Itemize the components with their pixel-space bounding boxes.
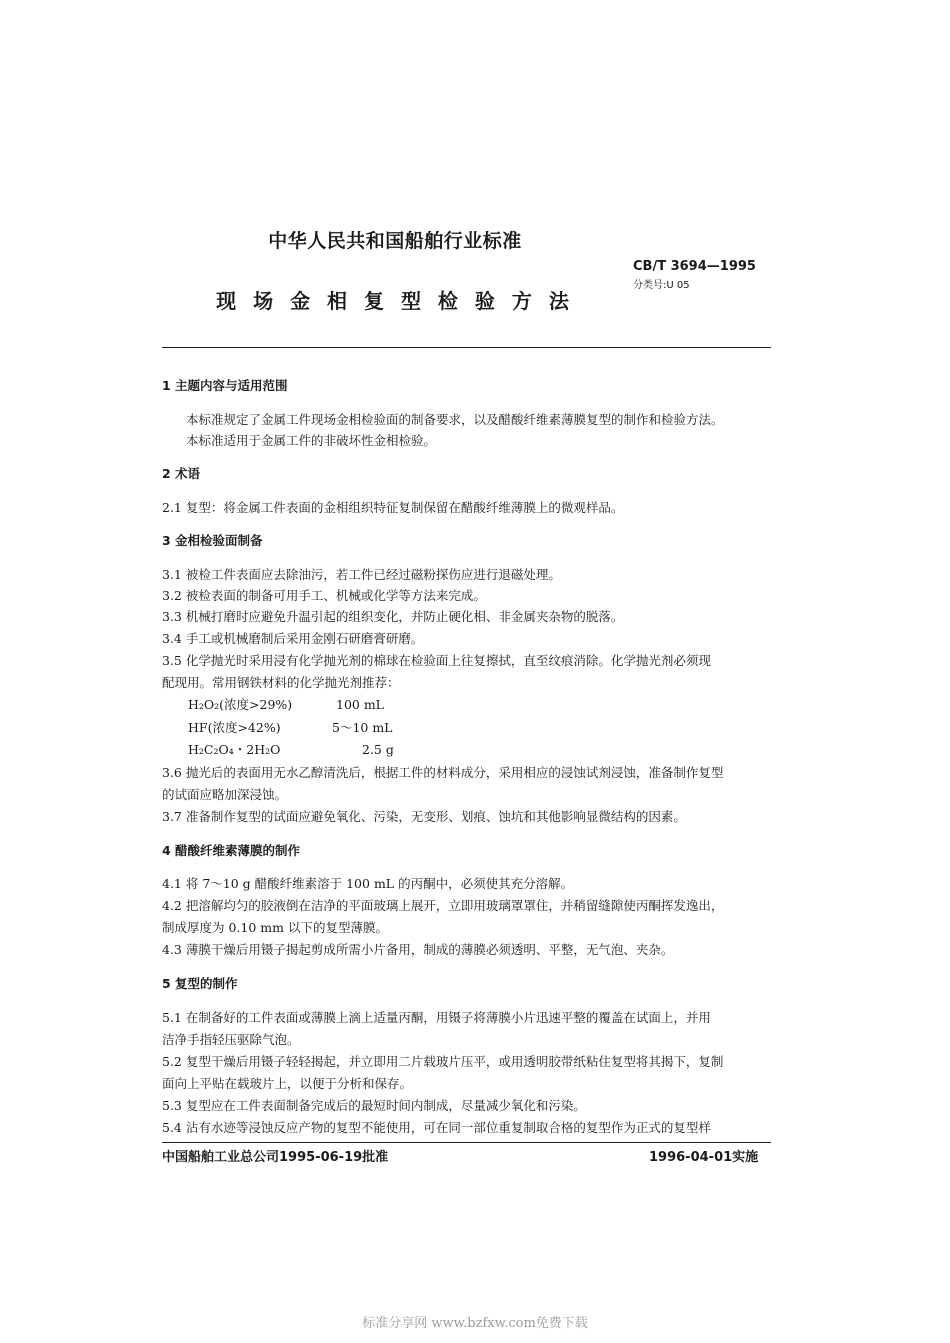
formula-value: 5～10 mL (332, 720, 393, 735)
approval-date: 中国船舶工业总公司1995-06-19批准 (162, 1150, 389, 1165)
clause-3-4: 3.4 手工或机械磨制后采用金刚石研磨膏研磨。 (162, 631, 424, 646)
clause-3-6: 3.6 抛光后的表面用无水乙醇清洗后，根据工件的材料成分，采用相应的浸蚀试剂浸蚀，准备制作复型 (162, 765, 724, 780)
clause-4-3: 4.3 薄膜干燥后用镊子揭起剪成所需小片备用，制成的薄膜必须透明、平整，无气泡、夹杂。 (162, 942, 674, 957)
clause-3-2: 3.2 被检表面的制备可用手工、机械或化学等方法来完成。 (162, 588, 486, 603)
clause-5-3: 5.3 复型应在工件表面制备完成后的最短时间内制成，尽量减少氧化和污染。 (162, 1098, 586, 1113)
section-heading-3: 3 金相检验面制备 (162, 533, 263, 548)
section-heading-5: 5 复型的制作 (162, 976, 238, 991)
clause-3-3: 3.3 机械打磨时应避免升温引起的组织变化，并防止硬化相、非金属夹杂物的脱落。 (162, 609, 624, 624)
clause-5-1: 5.1 在制备好的工件表面或薄膜上滴上适量丙酮，用镊子将薄膜小片迅速平整的覆盖在试面上，并用 (162, 1010, 711, 1025)
formula-value: 2.5 g (362, 742, 394, 757)
clause-5-2: 5.2 复型干燥后用镊子轻轻揭起，并立即用二片载玻片压平，或用透明胶带纸粘住复型将其揭下，复制 (162, 1054, 724, 1069)
standard-code: CB/T 3694—1995 (633, 259, 756, 274)
formula-value: 100 mL (336, 697, 384, 712)
org-title: 中华人民共和国船舶行业标准 (268, 230, 522, 252)
document-title: 现 场 金 相 复 型 检 验 方 法 (216, 289, 574, 313)
clause-5-1-cont: 洁净手指轻压驱除气泡。 (162, 1032, 300, 1047)
section-heading-2: 2 术语 (162, 466, 201, 481)
clause-4-2: 4.2 把溶解均匀的胶液倒在洁净的平面玻璃上展开，立即用玻璃罩罩住，并稍留缝隙使丙酮挥发逸出， (162, 898, 724, 913)
clause-3-5-cont: 配现用。常用钢铁材料的化学抛光剂推荐： (162, 675, 400, 690)
paragraph-line: 本标准规定了金属工件现场金相检验面的制备要求，以及醋酸纤维素薄膜复型的制作和检验方法。 (186, 412, 724, 427)
header-rule (162, 347, 771, 348)
formula-name: H₂C₂O₄・2H₂O (188, 742, 281, 757)
section-heading-4: 4 醋酸纤维素薄膜的制作 (162, 843, 301, 858)
watermark: 标准分享网 www.bzfxw.com免费下载 (362, 1316, 588, 1331)
clause-3-1: 3.1 被检工件表面应去除油污，若工件已经过磁粉探伤应进行退磁处理。 (162, 567, 561, 582)
clause-4-2-cont: 制成厚度为 0.10 mm 以下的复型薄膜。 (162, 920, 388, 935)
paragraph-line: 本标准适用于金属工件的非破坏性金相检验。 (186, 433, 437, 448)
footer-rule (162, 1142, 771, 1143)
clause-2-1: 2.1 复型：将金属工件表面的金相组织特征复制保留在醋酸纤维薄膜上的微观样品。 (162, 500, 624, 515)
clause-3-7: 3.7 准备制作复型的试面应避免氧化、污染，无变形、划痕、蚀坑和其他影响显微结构的因素。 (162, 809, 686, 824)
clause-4-1: 4.1 将 7～10 g 醋酸纤维素溶于 100 mL 的丙酮中，必须使其充分溶解。 (162, 876, 574, 891)
section-heading-1: 1 主题内容与适用范围 (162, 378, 288, 393)
effective-date: 1996-04-01实施 (649, 1150, 759, 1165)
classification-code: 分类号:U 05 (633, 280, 690, 291)
clause-5-2-cont: 面向上平贴在载玻片上，以便于分析和保存。 (162, 1076, 413, 1091)
clause-3-6-cont: 的试面应略加深浸蚀。 (162, 787, 288, 802)
clause-3-5: 3.5 化学抛光时采用浸有化学抛光剂的棉球在检验面上往复擦拭，直至纹痕消除。化学抛光剂必须现 (162, 653, 711, 668)
formula-name: H₂O₂(浓度>29%) (188, 697, 293, 712)
formula-name: HF(浓度>42%) (188, 720, 281, 735)
clause-5-4: 5.4 沾有水迹等浸蚀反应产物的复型不能使用，可在同一部位重复制取合格的复型作为正式的复型样 (162, 1120, 711, 1135)
